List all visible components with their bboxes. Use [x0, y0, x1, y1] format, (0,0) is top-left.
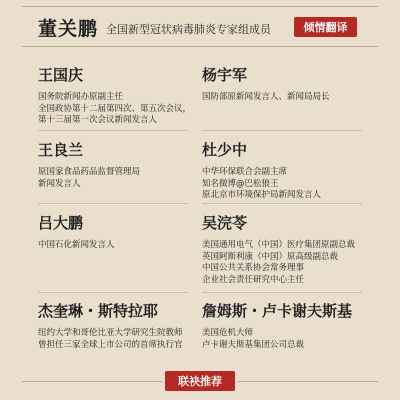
header-subtitle: 全国新型冠状病毒肺炎专家组成员 [106, 23, 271, 36]
row-divider [38, 203, 188, 204]
header-tag: 倾情翻译 [294, 17, 357, 37]
expert-desc-line: 国务院新闻办原副主任 [38, 92, 124, 102]
header-top-rule [22, 6, 378, 7]
footer-left-rule [22, 381, 162, 382]
expert-name: 王国庆 [38, 66, 84, 84]
expert-desc-line: 第十三届第一次会议新闻发言人 [38, 115, 158, 125]
expert-desc-line: 新闻发言人 [38, 178, 81, 189]
row-divider [38, 130, 188, 131]
expert-name: 杨宇军 [202, 66, 248, 84]
expert-desc-line: 知名微博@巴松狼王 [202, 178, 279, 189]
expert-card [202, 66, 330, 104]
expert-desc-line: 卢卡谢夫斯基集团公司总裁 [202, 339, 305, 350]
footer-tag: 联袂推荐 [165, 371, 235, 391]
expert-desc-line: 全国政协第十二届第四次、第五次会议， [38, 103, 192, 114]
row-divider [202, 292, 362, 293]
expert-name: 吴浣苓 [202, 214, 248, 232]
expert-desc-line: 中华环保联合会副主席 [202, 167, 288, 177]
expert-desc-line: 英国阿斯利康（中国）原高级副总裁 [202, 251, 339, 262]
expert-card [38, 66, 191, 127]
expert-desc-line: 中国石化新闻发言人 [38, 240, 115, 250]
header-bottom-rule [22, 46, 378, 47]
expert-name: 詹姆斯・卢卡谢夫斯基 [202, 302, 353, 320]
header [0, 0, 400, 52]
expert-card [202, 302, 352, 351]
expert-desc-line: 原北京市环境保护局新闻发言人 [202, 190, 322, 200]
expert-desc-line: 美国危机大师 [202, 328, 254, 338]
expert-desc-line: 中国公共关系协会常务理事 [202, 263, 305, 273]
expert-name: 吕大鹏 [38, 214, 84, 232]
expert-desc-line: 美国通用电气（中国）医疗集团原副总裁 [202, 240, 356, 250]
header-name: 董关鹏 [38, 18, 99, 40]
expert-card [38, 214, 115, 252]
expert-desc-line: 纽约大学和哥伦比亚大学研究生院教师 [38, 328, 183, 338]
expert-name: 杰奎琳・斯特拉耶 [38, 302, 159, 320]
expert-desc-line: 国防部原新闻发言人、新闻局局长 [202, 92, 330, 102]
expert-name: 杜少中 [202, 141, 248, 159]
expert-desc-line: 曾担任三家全球上市公司的首席执行官 [38, 339, 183, 350]
expert-name: 王良兰 [38, 141, 84, 159]
expert-desc-line: 原国家食品药品监督管理局 [38, 167, 141, 177]
expert-desc-line: 企业社会责任研究中心主任 [202, 274, 305, 285]
expert-card [38, 141, 140, 190]
footer-right-rule [238, 381, 378, 382]
row-divider [202, 130, 362, 131]
expert-card [38, 302, 183, 351]
row-divider [38, 292, 188, 293]
row-divider [202, 203, 362, 204]
expert-card [202, 214, 355, 286]
expert-card [202, 141, 321, 202]
